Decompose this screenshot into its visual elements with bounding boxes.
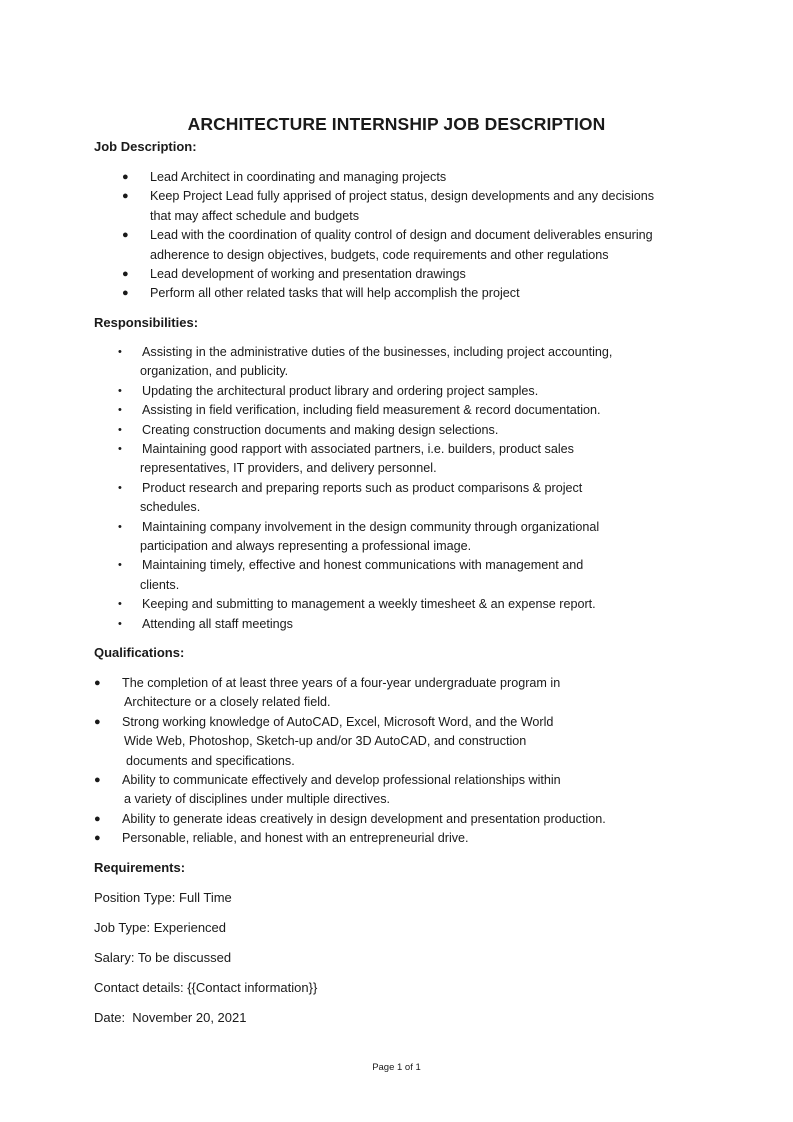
list-item-line: Lead with the coordination of quality control of design and document deliverables ensuring <box>150 228 653 243</box>
bullet-icon: • <box>118 346 122 358</box>
bullet-icon: • <box>118 520 122 533</box>
list-item-line: Ability to generate ideas creatively in design development and presentation production. <box>122 811 606 826</box>
list-item <box>118 518 660 557</box>
list-item <box>118 615 660 634</box>
bullet-icon: ● <box>94 715 101 728</box>
list-item-line: Maintaining company involvement in the design community through organizational <box>142 519 600 534</box>
bullet-icon: ● <box>122 190 129 203</box>
bullet-icon: • <box>118 443 122 456</box>
list-item-line: Assisting in field verification, including field measurement & record documentation. <box>142 403 601 418</box>
list-item <box>118 382 660 401</box>
list-item-line: that may affect schedule and budgets <box>150 208 360 223</box>
list-item <box>122 187 710 226</box>
list-item-line: Maintaining timely, effective and honest communications with management and <box>142 558 584 573</box>
bullet-icon: • <box>118 559 122 572</box>
list-item <box>118 595 660 614</box>
list-item <box>118 479 660 518</box>
bullet-icon: ● <box>94 832 101 845</box>
responsibilities-list <box>118 343 660 634</box>
bullet-icon: ● <box>122 171 129 183</box>
contact-details-text: Contact details: {{Contact information}} <box>94 980 318 995</box>
page-number: Page 1 of 1 <box>372 1062 421 1073</box>
list-item <box>122 265 710 284</box>
list-item-line: adherence to design objectives, budgets, code requirements and other regulations <box>150 247 609 262</box>
bullet-icon: ● <box>122 287 129 300</box>
list-item-line: Assisting in the administrative duties of the businesses, including project accounting, <box>142 345 613 359</box>
responsibilities-heading: Responsibilities: <box>94 315 199 330</box>
list-item-line: participation and always representing a professional image. <box>140 539 472 554</box>
list-item <box>94 829 682 848</box>
list-item-line: Personable, reliable, and honest with an entrepreneurial drive. <box>122 831 469 846</box>
list-item-line: Keep Project Lead fully apprised of project status, design developments and any decisions <box>150 189 655 204</box>
bullet-icon: • <box>118 598 122 611</box>
salary-text: Salary: To be discussed <box>94 950 232 965</box>
list-item-line: Ability to communicate effectively and develop professional relationships within <box>122 773 561 788</box>
list-item <box>122 168 710 187</box>
list-item-line: documents and specifications. <box>126 753 295 768</box>
job-type-text: Job Type: Experienced <box>94 920 227 935</box>
bullet-icon: • <box>118 404 122 417</box>
list-item-line: Creating construction documents and making design selections. <box>142 422 499 437</box>
qualifications-heading: Qualifications: <box>94 645 185 660</box>
list-item <box>94 674 682 713</box>
job-description-heading: Job Description: <box>94 139 197 154</box>
list-item <box>118 440 660 479</box>
list-item-line: a variety of disciplines under multiple directives. <box>124 792 390 807</box>
list-item-line: schedules. <box>140 500 201 515</box>
list-item-line: Maintaining good rapport with associated partners, i.e. builders, product sales <box>142 442 574 457</box>
list-item <box>118 343 660 382</box>
bullet-icon: • <box>118 617 122 630</box>
list-item-line: clients. <box>140 577 180 592</box>
list-item-line: Attending all staff meetings <box>142 616 293 631</box>
list-item <box>118 421 660 440</box>
list-item <box>118 401 660 420</box>
list-item <box>118 556 660 595</box>
list-item-line: The completion of at least three years of a four-year undergraduate program in <box>122 676 561 690</box>
list-item-line: representatives, IT providers, and delivery personnel. <box>140 461 437 476</box>
bullet-icon: ● <box>122 268 129 281</box>
list-item <box>122 284 710 303</box>
bullet-icon: • <box>118 423 122 436</box>
list-item-line: Lead Architect in coordinating and managing projects <box>150 170 447 184</box>
bullet-icon: • <box>118 481 122 494</box>
date-text: Date: November 20, 2021 <box>94 1010 247 1025</box>
qualifications-list <box>94 674 682 849</box>
list-item-line: Product research and preparing reports such as product comparisons & project <box>142 480 583 495</box>
list-item-line: Lead development of working and presentation drawings <box>150 267 466 282</box>
document-title: ARCHITECTURE INTERNSHIP JOB DESCRIPTION <box>187 114 606 134</box>
requirements-heading: Requirements: <box>94 860 186 875</box>
job-description-list <box>122 168 710 304</box>
list-item <box>122 226 710 265</box>
bullet-icon: ● <box>122 229 129 242</box>
list-item <box>94 810 682 829</box>
bullet-icon: ● <box>94 677 101 689</box>
bullet-icon: ● <box>94 812 101 825</box>
list-item-line: Architecture or a closely related field. <box>124 695 331 710</box>
list-item-line: Strong working knowledge of AutoCAD, Excel, Microsoft Word, and the World <box>122 714 554 729</box>
position-type-text: Position Type: Full Time <box>94 890 232 905</box>
bullet-icon: ● <box>94 774 101 787</box>
list-item-line: Updating the architectural product library and ordering project samples. <box>142 383 539 398</box>
list-item-line: Perform all other related tasks that will help accomplish the project <box>150 286 520 301</box>
list-item-line: Wide Web, Photoshop, Sketch-up and/or 3D AutoCAD, and construction <box>124 734 527 749</box>
list-item-line: organization, and publicity. <box>140 364 289 379</box>
list-item <box>94 713 682 771</box>
list-item-line: Keeping and submitting to management a weekly timesheet & an expense report. <box>142 597 596 612</box>
bullet-icon: • <box>118 384 122 397</box>
list-item <box>94 771 682 810</box>
